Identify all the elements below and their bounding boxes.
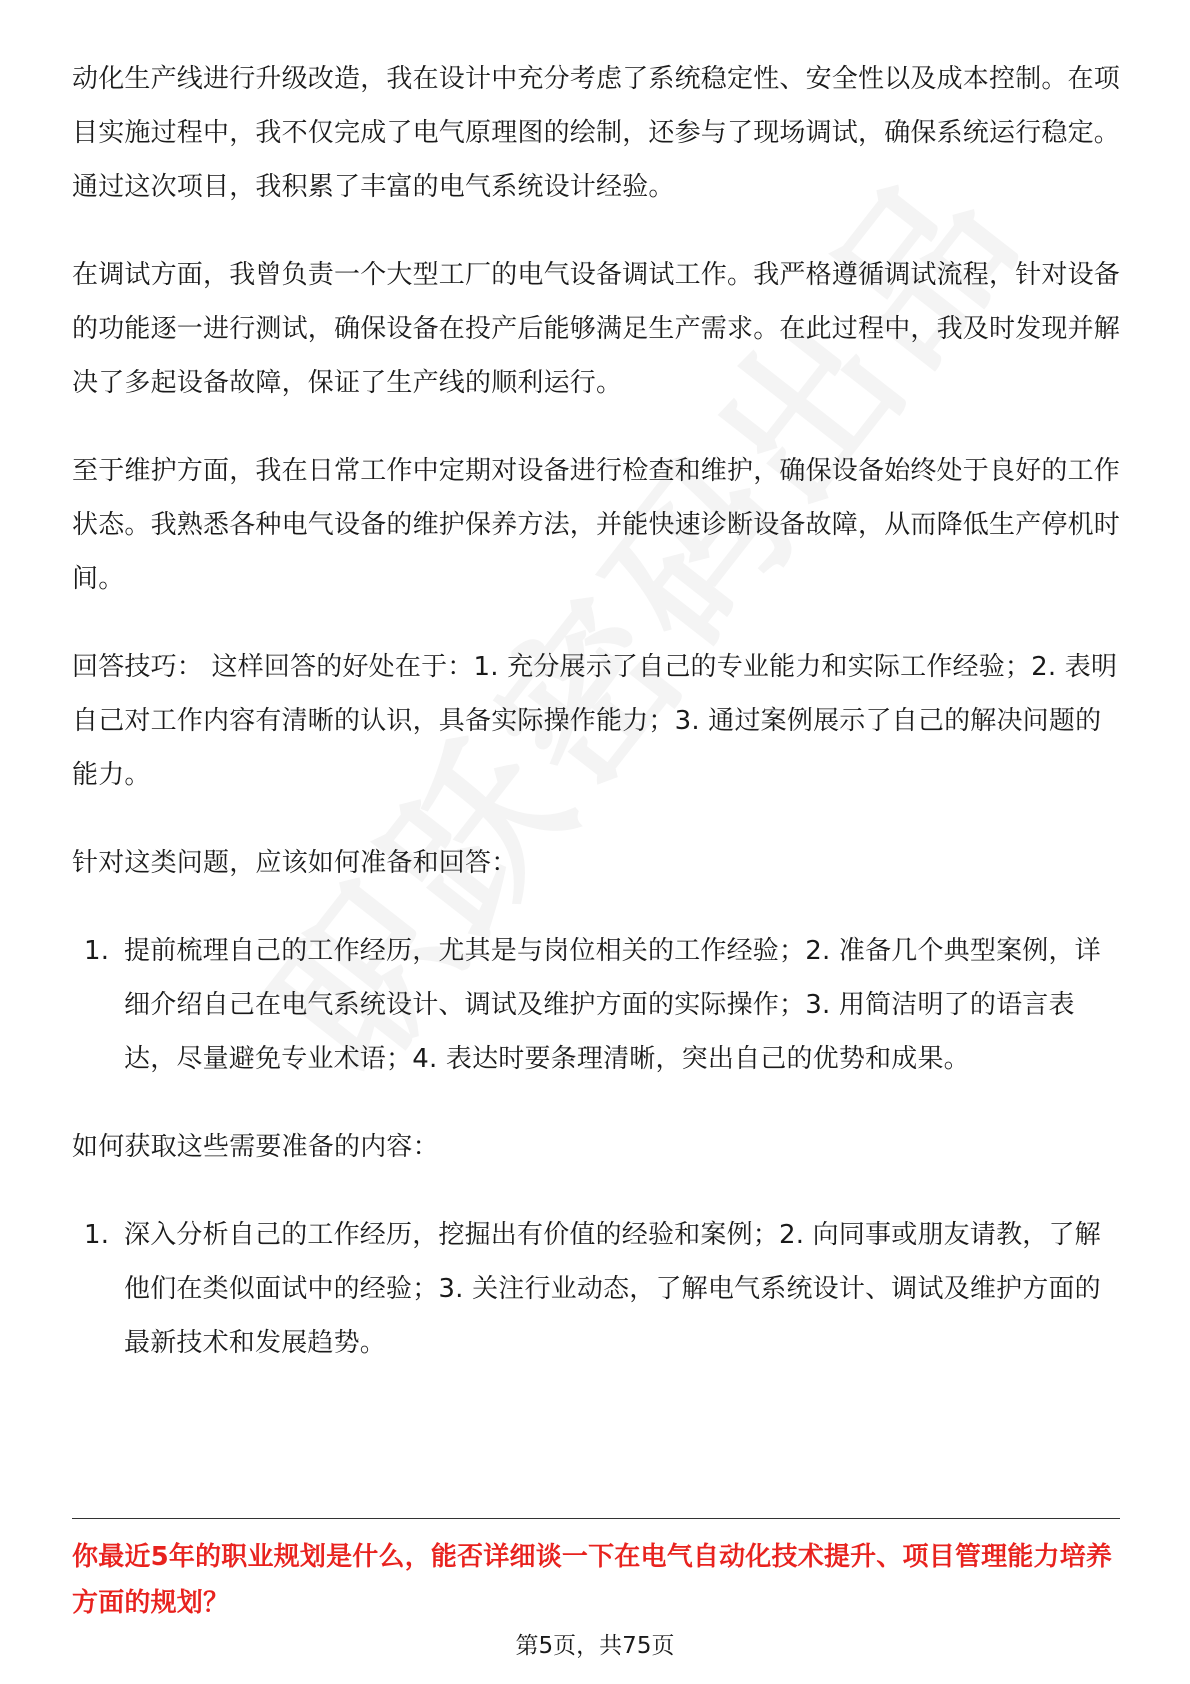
paragraph-maintenance: 至于维护方面，我在日常工作中定期对设备进行检查和维护，确保设备始终处于良好的工作状态。我熟悉各种电气设备的维护保养方法，并能快速诊断设备故障，从而降低生产停机时间。	[72, 456, 1121, 594]
list-item	[72, 1208, 1120, 1370]
prepare-heading: 针对这类问题，应该如何准备和回答：	[72, 848, 518, 878]
next-question-heading: 你最近5年的职业规划是什么，能否详细谈一下在电气自动化技术提升、项目管理能力培养方面的规划？	[72, 1542, 1113, 1618]
list-item	[72, 924, 1120, 1086]
document-body	[72, 52, 1120, 1404]
list-item-text: 深入分析自己的工作经历，挖掘出有价值的经验和案例；2. 向同事或朋友请教，了解他们在类似面试中的经验；3. 关注行业动态，了解电气系统设计、调试及维护方面的最新技术和发展趋势。	[124, 1220, 1101, 1358]
paragraph-answer-tips: 回答技巧： 这样回答的好处在于：1. 充分展示了自己的专业能力和实际工作经验；2. 表明自己对工作内容有清晰的认识，具备实际操作能力；3. 通过案例展示了自己的解决问题的能力。	[72, 652, 1118, 790]
page-number: 第5页，共75页	[515, 1633, 675, 1659]
prepare-list	[72, 924, 1120, 1086]
list-item-text: 提前梳理自己的工作经历，尤其是与岗位相关的工作经验；2. 准备几个典型案例，详细介绍自己在电气系统设计、调试及维护方面的实际操作；3. 用简洁明了的语言表达，尽量避免专业术语；4. 表达时要条理清晰，突出自己的优势和成果。	[124, 936, 1101, 1074]
obtain-heading: 如何获取这些需要准备的内容：	[72, 1132, 439, 1162]
obtain-list	[72, 1208, 1120, 1370]
list-number: 1.	[84, 936, 110, 966]
section-divider	[72, 1518, 1120, 1519]
paragraph-design-experience: 动化生产线进行升级改造，我在设计中充分考虑了系统稳定性、安全性以及成本控制。在项目实施过程中，我不仅完成了电气原理图的绘制，还参与了现场调试，确保系统运行稳定。通过这次项目，我积累了丰富的电气系统设计经验。	[72, 64, 1121, 202]
list-number: 1.	[84, 1220, 110, 1250]
paragraph-debugging: 在调试方面，我曾负责一个大型工厂的电气设备调试工作。我严格遵循调试流程，针对设备的功能逐一进行测试，确保设备在投产后能够满足生产需求。在此过程中，我及时发现并解决了多起设备故障，保证了生产线的顺利运行。	[72, 260, 1121, 398]
